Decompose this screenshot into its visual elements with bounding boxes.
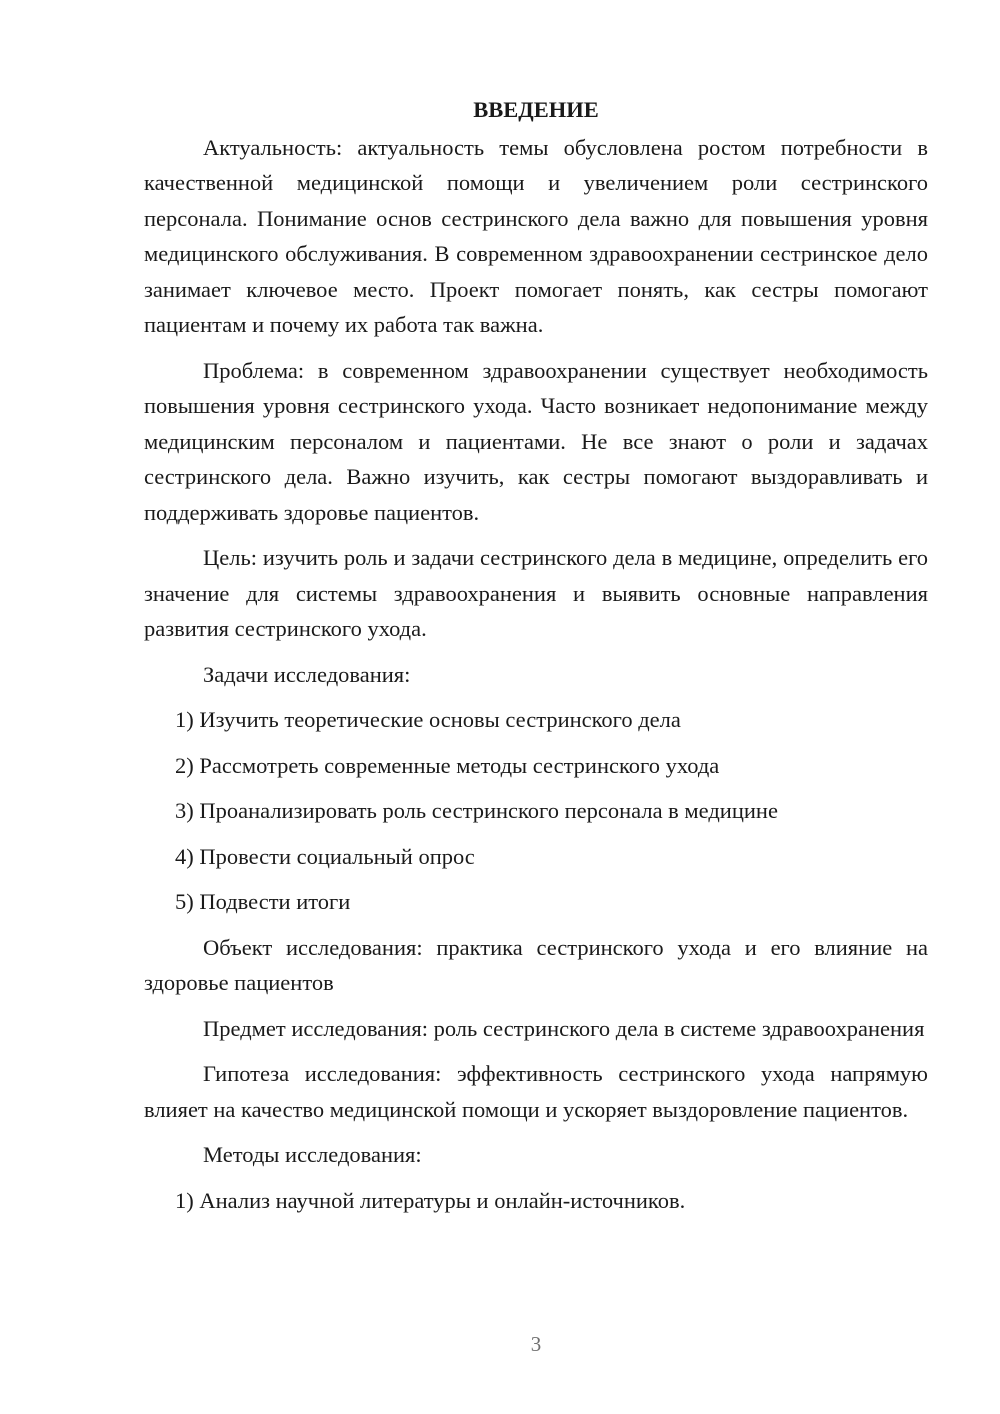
paragraph-subject: Предмет исследования: роль сестринского дела в системе здравоохранения	[203, 1015, 925, 1041]
methods-label: Методы исследования:	[203, 1142, 422, 1167]
section-title: ВВЕДЕНИЕ	[473, 97, 599, 122]
paragraph-hypothesis: Гипотеза исследования: эффективность сестринского ухода напрямую влияет на качество медицинской помощи и ускоряет выздоровление пациентов.	[144, 1061, 928, 1122]
list-item: 4) Провести социальный опрос	[175, 843, 475, 869]
page-number: 3	[530, 1332, 542, 1356]
list-item: 1) Изучить теоретические основы сестринского дела	[175, 707, 681, 732]
paragraph-relevance: Актуальность: актуальность темы обусловлена ростом потребности в качественной медицинской помощи и увеличением роли сестринского персонала. Понимание основ сестринского дела важно для повышения уровня медицинского обслуживания. В современном здравоохранении сестринское дело занимает ключевое место. Проект помогает понять, как сестры помогают пациентам и почему их работа так важна.	[144, 134, 928, 337]
paragraph-problem: Проблема: в современном здравоохранении существует необходимость повышения уровня сестринского ухода. Часто возникает недопонимание между медицинским персоналом и пациентами. Не все знают о роли и задачах сестринского дела. Важно изучить, как сестры помогают выздоравливать и поддерживать здоровье пациентов.	[144, 357, 928, 525]
paragraph-object: Объект исследования: практика сестринского ухода и его влияние на здоровье пациентов	[144, 934, 928, 995]
list-item: 1) Анализ научной литературы и онлайн-источников.	[175, 1187, 686, 1213]
page-content	[144, 92, 928, 1228]
paragraph-goal: Цель: изучить роль и задачи сестринского дела в медицине, определить его значение для системы здравоохранения и выявить основные направления развития сестринского ухода.	[144, 545, 928, 641]
methods-list	[144, 1183, 928, 1219]
list-item: 2) Рассмотреть современные методы сестринского ухода	[175, 752, 720, 778]
list-item: 3) Проанализировать роль сестринского персонала в медицине	[175, 798, 778, 823]
tasks-list	[144, 702, 928, 920]
tasks-label: Задачи исследования:	[203, 661, 411, 687]
list-item: 5) Подвести итоги	[175, 889, 351, 914]
